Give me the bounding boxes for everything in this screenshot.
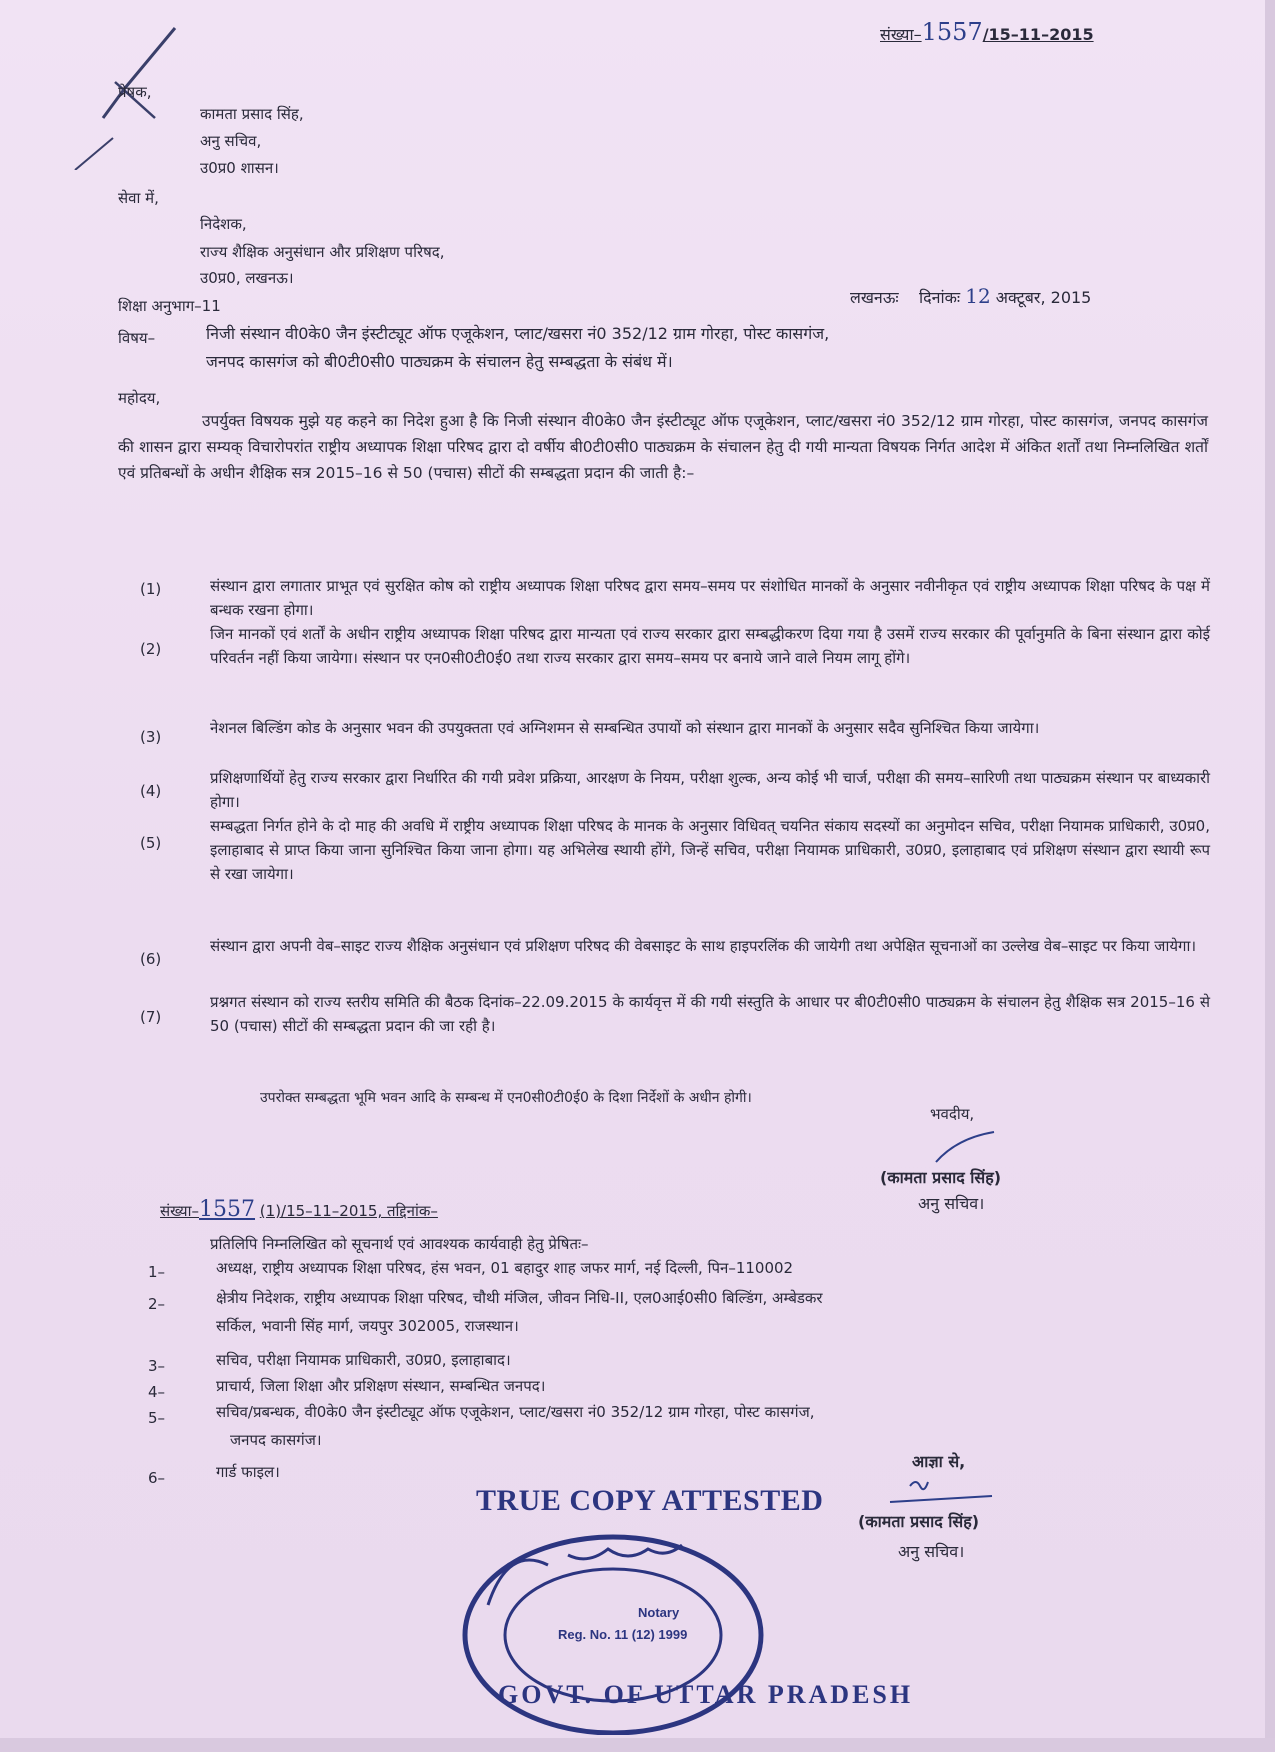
condition-number: (5) xyxy=(140,834,162,852)
closing-line: उपरोक्त सम्बद्धता भूमि भवन आदि के सम्बन्ध में एन0सी0टी0ई0 के दिशा निर्देशों के अधीन होगी। xyxy=(260,1090,752,1106)
page-bottom-edge xyxy=(0,1738,1275,1752)
signature-stroke-icon xyxy=(930,1126,1000,1166)
reference-suffix: /15–11–2015 xyxy=(982,25,1094,44)
sender-line: उ0प्र0 शासन। xyxy=(200,159,279,177)
section-label: शिक्षा अनुभाग–11 xyxy=(118,297,221,315)
copy-recipient: सर्किल, भवानी सिंह मार्ग, जयपुर 302005, राजस्थान। xyxy=(216,1317,519,1335)
order-signatory-name: (कामता प्रसाद सिंह) xyxy=(858,1512,980,1531)
condition-number: (1) xyxy=(140,580,162,598)
copy-recipient: गार्ड फाइल। xyxy=(216,1463,280,1481)
recipient-line: उ0प्र0, लखनऊ। xyxy=(200,269,294,287)
sender-line: अनु सचिव, xyxy=(200,132,262,150)
copy-reference xyxy=(160,1197,438,1222)
sender-line: कामता प्रसाद सिंह, xyxy=(200,105,304,123)
yours-faithfully: भवदीय, xyxy=(930,1105,975,1123)
stamp-ring-text: GOVT. OF UTTAR PRADESH xyxy=(498,1680,914,1709)
subject-line: निजी संस्थान वी0के0 जैन इंस्टीट्यूट ऑफ एजूकेशन, प्लाट/खसरा नं0 352/12 ग्राम गोरहा, पोस्ट कासगंज, xyxy=(206,324,830,343)
condition-text: जिन मानकों एवं शर्तों के अधीन राष्ट्रीय अध्यापक शिक्षा परिषद द्वारा मान्यता एवं राज्य सरकार द्वारा सम्बद्धीकरण दिया गया है उसमें राज्य सरकार की पूर्वानुमति के बिना संस्थान द्वारा कोई परिवर्तन नहीं किया जायेगा। संस्थान पर एन0सी0टी0ई0 तथा राज्य सरकार द्वारा समय–समय पर बनाये जाने वाले नियम लागू होंगे। xyxy=(210,625,1210,667)
copy-ref-suffix: (1)/15–11–2015, तद्दिनांक– xyxy=(259,1202,438,1220)
condition-number: (4) xyxy=(140,782,162,800)
place-date xyxy=(850,286,1091,308)
page-edge-shadow xyxy=(1265,0,1275,1752)
body-paragraph: उपर्युक्त विषयक मुझे यह कहने का निदेश हुआ है कि निजी संस्थान वी0के0 जैन इंस्टीट्यूट ऑफ एजूकेशन, प्लाट/खसरा नं0 352/12 ग्राम गोरहा, पोस्ट कासगंज, जनपद कासगंज की शासन द्वारा सम्यक् विचारोपरांत राष्ट्रीय अध्यापक शिक्षा परिषद द्वारा दो वर्षीय बी0टी0सी0 पाठ्यक्रम के संचालन हेतु दी गयी मान्यता विषयक निर्गत आदेश में अंकित शर्तों तथा निम्नलिखित शर्तों एवं प्रतिबन्धों के अधीन शैक्षिक सत्र 2015–16 से 50 (पचास) सीटों की सम्बद्धता प्रदान की जाती है:– xyxy=(118,412,1208,482)
reference-number xyxy=(880,18,1094,46)
condition-number: (6) xyxy=(140,950,162,968)
stamp-inner-line: Reg. No. 11 (12) 1999 xyxy=(558,1627,688,1642)
recipient-line: निदेशक, xyxy=(200,215,247,233)
date-rest: अक्टूबर, 2015 xyxy=(995,288,1092,307)
stamp-top-text: TRUE COPY ATTESTED xyxy=(476,1484,824,1517)
condition-text: संस्थान द्वारा अपनी वेब–साइट राज्य शैक्षिक अनुसंधान एवं प्रशिक्षण परिषद की वेबसाइट के साथ हाइपरलिंक की जायेगी तथा अपेक्षित सूचनाओं का उल्लेख वेब–साइट पर किया जायेगा। xyxy=(210,937,1197,955)
condition-text: संस्थान द्वारा लगातार प्राभूत एवं सुरक्षित कोष को राष्ट्रीय अध्यापक शिक्षा परिषद द्वारा समय–समय पर संशोधित मानकों के अनुसार नवीनीकृत एवं राष्ट्रीय अध्यापक शिक्षा परिषद के पक्ष में बन्धक रखना होगा। xyxy=(210,577,1210,619)
notary-stamp xyxy=(448,1484,914,1735)
copy-recipient: प्राचार्य, जिला शिक्षा और प्रशिक्षण संस्थान, सम्बन्धित जनपद। xyxy=(216,1377,546,1395)
reference-prefix: संख्या– xyxy=(880,25,922,44)
condition-text: नेशनल बिल्डिंग कोड के अनुसार भवन की उपयुक्तता एवं अग्निशमन से सम्बन्धित उपायों को संस्थान द्वारा मानकों के अनुसार सदैव सुनिश्चित किया जायेगा। xyxy=(210,719,1040,737)
subject-label: विषय– xyxy=(118,329,156,347)
copy-number: 6– xyxy=(148,1469,166,1487)
copy-number: 4– xyxy=(148,1383,166,1401)
signatory-designation: अनु सचिव। xyxy=(918,1194,985,1213)
copy-recipient: जनपद कासगंज। xyxy=(230,1431,322,1449)
order-signatory-designation: अनु सचिव। xyxy=(898,1542,965,1561)
reference-handwritten: 1557 xyxy=(921,18,983,46)
place: लखनऊः xyxy=(850,288,899,307)
date-handwritten: 12 xyxy=(965,284,991,308)
by-order: आज्ञा से, xyxy=(912,1452,966,1471)
stamp-inner-line: Notary xyxy=(638,1605,680,1620)
recipient-line: राज्य शैक्षिक अनुसंधान और प्रशिक्षण परिषद, xyxy=(200,243,445,261)
copy-intro: प्रतिलिपि निम्नलिखित को सूचनार्थ एवं आवश्यक कार्यवाही हेतु प्रेषितः– xyxy=(210,1235,589,1253)
signatory-name: (कामता प्रसाद सिंह) xyxy=(880,1168,1002,1187)
copy-ref-handwritten: 1557 xyxy=(199,1197,256,1222)
copy-number: 1– xyxy=(148,1263,166,1281)
copy-number: 5– xyxy=(148,1409,166,1427)
subject-line: जनपद कासगंज को बी0टी0सी0 पाठ्यक्रम के संचालन हेतु सम्बद्धता के संबंध में। xyxy=(206,352,673,371)
condition-number: (7) xyxy=(140,1008,162,1026)
condition-number: (2) xyxy=(140,640,162,658)
condition-text: प्रश्नगत संस्थान को राज्य स्तरीय समिति की बैठक दिनांक–22.09.2015 के कार्यवृत्त में की गयी संस्तुति के आधार पर बी0टी0सी0 पाठ्यक्रम के संचालन हेतु शैक्षिक सत्र 2015–16 से 50 (पचास) सीटों की सम्बद्धता प्रदान की जा रही है। xyxy=(210,993,1210,1035)
salutation: महोदय, xyxy=(118,389,161,407)
condition-number: (3) xyxy=(140,728,162,746)
date-label: दिनांकः xyxy=(918,288,961,307)
recipient-label: सेवा में, xyxy=(118,189,159,207)
copy-number: 2– xyxy=(148,1295,166,1313)
condition-text: प्रशिक्षणार्थियों हेतु राज्य सरकार द्वारा निर्धारित की गयी प्रवेश प्रक्रिया, आरक्षण के नियम, परीक्षा शुल्क, अन्य कोई भी चार्ज, परीक्षा की समय–सारिणी तथा पाठ्यक्रम संस्थान पर बाध्यकारी होगा। xyxy=(210,769,1210,811)
copy-recipient: क्षेत्रीय निदेशक, राष्ट्रीय अध्यापक शिक्षा परिषद, चौथी मंजिल, जीवन निधि-II, एल0आई0सी0 बिल्डिंग, अम्बेडकर xyxy=(216,1289,823,1307)
copy-recipient: सचिव, परीक्षा नियामक प्राधिकारी, उ0प्र0, इलाहाबाद। xyxy=(216,1351,511,1369)
copy-ref-prefix: संख्या– xyxy=(160,1202,200,1220)
condition-text: सम्बद्धता निर्गत होने के दो माह की अवधि में राष्ट्रीय अध्यापक शिक्षा परिषद के मानक के अनुसार विधिवत् चयनित संकाय सदस्यों का अनुमोदन सचिव, परीक्षा नियामक प्राधिकारी, उ0प्र0, इलाहाबाद से प्राप्त किया जाना सुनिश्चित किया जाना होगा। यह अभिलेख स्थायी होंगे, जिन्हें सचिव, परीक्षा नियामक प्राधिकारी, उ0प्र0, इलाहाबाद एवं प्रशिक्षण संस्थान द्वारा स्थायी रूप से रखा जायेगा। xyxy=(210,817,1210,883)
sender-label: प्रेषक, xyxy=(118,83,152,101)
signature-stroke-icon xyxy=(880,1474,1000,1508)
copy-recipient: अध्यक्ष, राष्ट्रीय अध्यापक शिक्षा परिषद, हंस भवन, 01 बहादुर शाह जफर मार्ग, नई दिल्ली, पिन–110002 xyxy=(216,1259,794,1277)
copy-recipient: सचिव/प्रबन्धक, वी0के0 जैन इंस्टीट्यूट ऑफ एजूकेशन, प्लाट/खसरा नं0 352/12 ग्राम गोरहा, पोस्ट कासगंज, xyxy=(216,1403,815,1421)
copy-number: 3– xyxy=(148,1357,166,1375)
